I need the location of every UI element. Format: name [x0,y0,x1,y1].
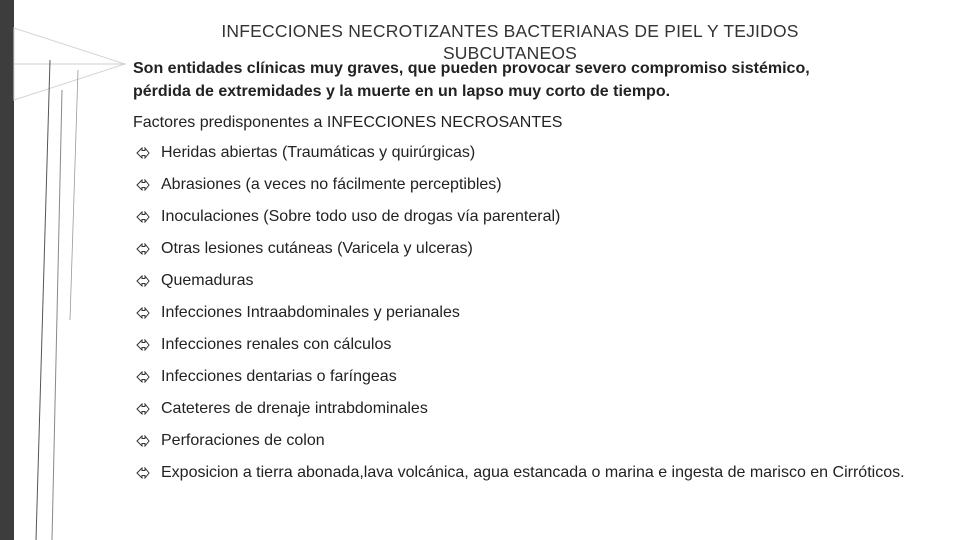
diamond-arrow-icon [133,430,161,452]
list-item-text: Inoculaciones (Sobre todo uso de drogas vía parenteral) [161,208,561,225]
list-item [133,270,913,292]
list-item [133,238,913,260]
list-item [133,302,913,324]
list-item-text: Quemaduras [161,272,254,289]
diamond-arrow-icon [133,334,161,356]
list-item-text: Infecciones Intraabdominales y perianales [161,304,460,321]
list-item-text: Cateteres de drenaje intrabdominales [161,400,428,417]
slide-title: INFECCIONES NECROTIZANTES BACTERIANAS DE PIEL Y TEJIDOS SUBCUTANEOS [221,21,799,63]
list-heading: Factores predisponentes a INFECCIONES NECROSANTES [133,114,563,131]
list-item [133,398,913,420]
diamond-arrow-icon [133,398,161,420]
list-item [133,142,913,164]
list-item [133,366,913,388]
list-item [133,174,913,196]
list-item [133,206,913,228]
list-item-text: Infecciones dentarias o faríngeas [161,368,397,385]
diamond-arrow-icon [133,366,161,388]
factor-list [133,142,913,494]
diamond-arrow-icon [133,206,161,228]
list-item-text: Otras lesiones cutáneas (Varicela y ulceras) [161,240,473,257]
decorative-lines [0,0,130,540]
list-item-text: Perforaciones de colon [161,432,325,449]
list-item [133,462,913,484]
diamond-arrow-icon [133,238,161,260]
list-item [133,430,913,452]
list-item-text: Infecciones renales con cálculos [161,336,392,353]
list-item [133,334,913,356]
diamond-arrow-icon [133,270,161,292]
list-item-text: Exposicion a tierra abonada,lava volcánica, agua estancada o marina e ingesta de marisco en Cirróticos. [161,464,905,481]
list-item-text: Heridas abiertas (Traumáticas y quirúrgicas) [161,144,476,161]
diamond-arrow-icon [133,302,161,324]
intro-paragraph: Son entidades clínicas muy graves, que pueden provocar severo compromiso sistémico, pérdida de extremidades y la muerte en un lapso muy corto de tiempo. [133,60,810,100]
diamond-arrow-icon [133,462,161,484]
list-item-text: Abrasiones (a veces no fácilmente perceptibles) [161,176,502,193]
diamond-arrow-icon [133,142,161,164]
diamond-arrow-icon [133,174,161,196]
